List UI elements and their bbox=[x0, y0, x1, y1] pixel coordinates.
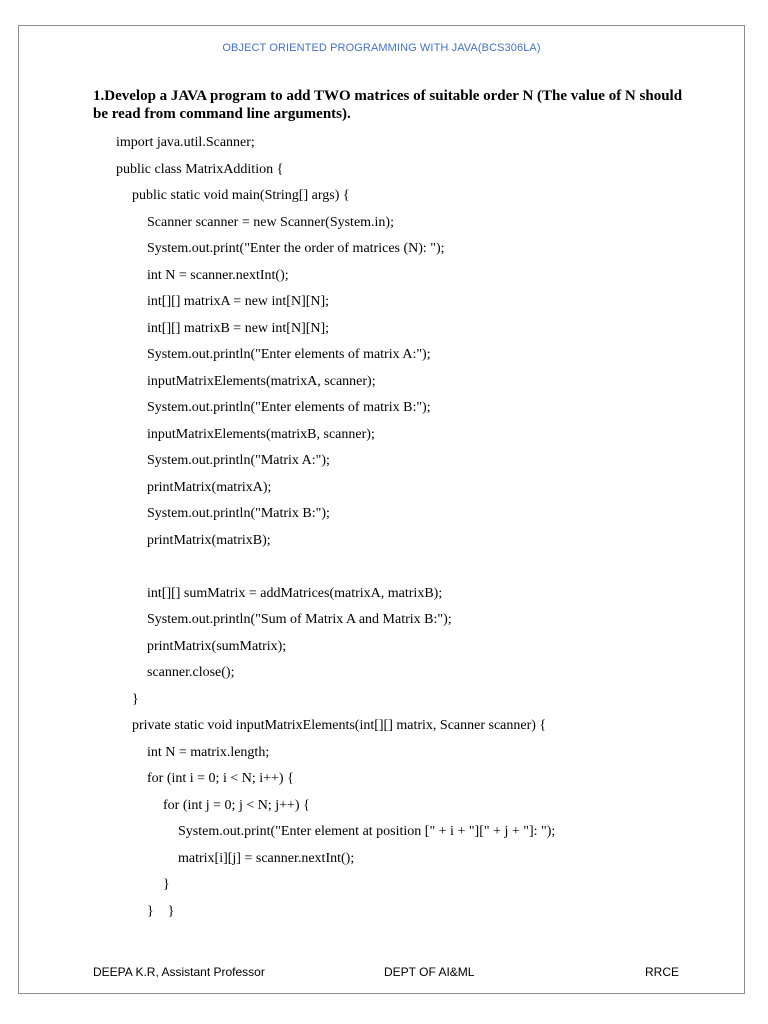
code-line: private static void inputMatrixElements(int[][] matrix, Scanner scanner) { bbox=[132, 718, 547, 733]
code-line: matrix[i][j] = scanner.nextInt(); bbox=[178, 850, 355, 866]
code-line: int[][] sumMatrix = addMatrices(matrixA, matrixB); bbox=[147, 585, 443, 601]
code-line: printMatrix(sumMatrix); bbox=[147, 638, 287, 654]
code-line: for (int i = 0; i < N; i++) { bbox=[147, 771, 294, 786]
code-line: } } bbox=[147, 903, 175, 919]
code-line: printMatrix(matrixA); bbox=[147, 479, 272, 495]
code-line: scanner.close(); bbox=[147, 665, 235, 680]
footer-author: DEEPA K.R, Assistant Professor bbox=[93, 965, 265, 979]
code-line: int N = scanner.nextInt(); bbox=[147, 267, 289, 283]
code-line: int N = matrix.length; bbox=[147, 744, 270, 760]
code-line: int[][] matrixB = new int[N][N]; bbox=[147, 320, 330, 336]
page-header: OBJECT ORIENTED PROGRAMMING WITH JAVA(BCS306LA) bbox=[222, 42, 541, 54]
code-line: } bbox=[132, 691, 139, 707]
code-line: System.out.println("Enter elements of matrix B:"); bbox=[147, 400, 431, 415]
code-line: System.out.print("Enter element at position [" + i + "][" + j + "]: "); bbox=[178, 824, 556, 839]
footer-institution: RRCE bbox=[645, 965, 680, 979]
code-line: System.out.println("Sum of Matrix A and Matrix B:"); bbox=[147, 612, 452, 627]
code-line: import java.util.Scanner; bbox=[116, 135, 255, 150]
code-line: inputMatrixElements(matrixB, scanner); bbox=[147, 426, 375, 442]
code-line: System.out.println("Matrix B:"); bbox=[147, 506, 330, 521]
code-line: Scanner scanner = new Scanner(System.in); bbox=[147, 214, 394, 230]
code-line: public static void main(String[] args) { bbox=[132, 188, 350, 203]
code-line: for (int j = 0; j < N; j++) { bbox=[163, 797, 310, 813]
code-line: inputMatrixElements(matrixA, scanner); bbox=[147, 373, 376, 389]
question-text: 1.Develop a JAVA program to add TWO matrices of suitable order N (The value of N should be read from command line arguments). bbox=[93, 88, 683, 122]
code-line: } bbox=[163, 877, 170, 892]
code-line: System.out.println("Enter elements of matrix A:"); bbox=[147, 347, 431, 362]
code-line: int[][] matrixA = new int[N][N]; bbox=[147, 294, 330, 309]
code-line: System.out.println("Matrix A:"); bbox=[147, 453, 330, 468]
code-listing bbox=[0, 130, 768, 925]
code-line: System.out.print("Enter the order of matrices (N): "); bbox=[147, 241, 445, 256]
code-line: public class MatrixAddition { bbox=[116, 161, 284, 177]
footer-department: DEPT OF AI&ML bbox=[384, 965, 475, 979]
code-line-blank bbox=[0, 554, 768, 581]
code-line: printMatrix(matrixB); bbox=[147, 532, 271, 548]
